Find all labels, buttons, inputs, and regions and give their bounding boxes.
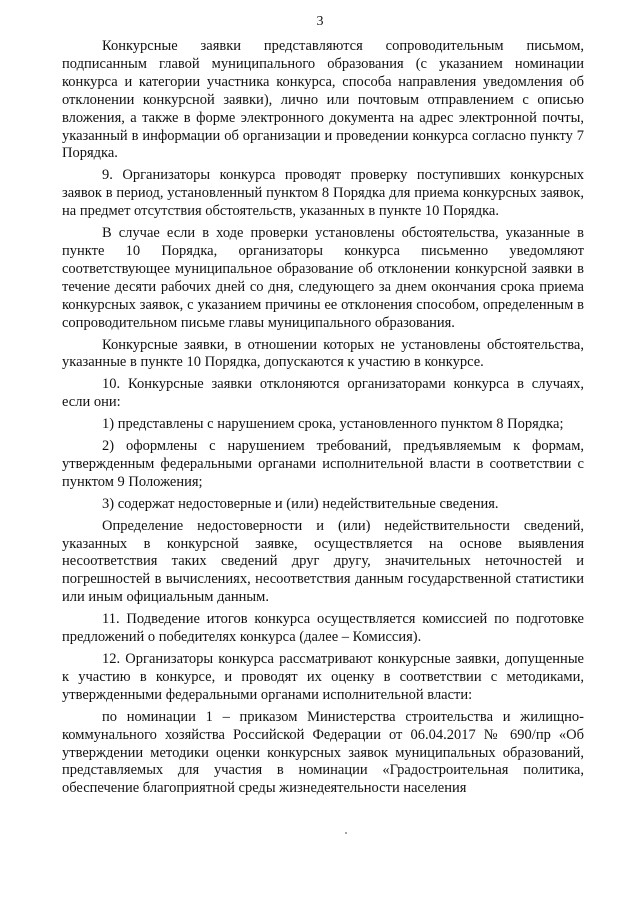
list-item-10-1: 1) представлены с нарушением срока, установленного пунктом 8 Порядка; <box>102 416 564 433</box>
page-number: 3 <box>316 14 324 29</box>
paragraph-item-11: 11. Подведение итогов конкурса осуществляется комиссией по подготовке предложений о победителях конкурса (далее – Комиссия). <box>62 611 584 646</box>
paragraph-item-10: 10. Конкурсные заявки отклоняются организаторами конкурса в случаях, если они: <box>62 376 584 411</box>
list-item-10-3: 3) содержат недостоверные и (или) недействительные сведения. <box>102 495 499 512</box>
paragraph-submission-method: Конкурсные заявки представляются сопроводительным письмом, подписанным главой муниципального образования (с указанием номинации конкурса и категории участника конкурса, способа направления уведомления об отклонении конкурсной заявки), лично или почтовым отправлением с описью вложения, а также в форме электронного документа на адрес электронной почты, указанный в информации об организации и проведении конкурса согласно пункту 7 Порядка. <box>62 38 584 162</box>
paragraph-item-9: 9. Организаторы конкурса проводят проверку поступивших конкурсных заявок в период, установленный пунктом 8 Порядка для приема конкурсных заявок, на предмет отсутствия обстоятельств, указанных в пункте 10 Порядка. <box>62 167 584 220</box>
paragraph-rejection-notice: В случае если в ходе проверки установлены обстоятельства, указанные в пункте 10 Порядка, организаторы конкурса письменно уведомляют соответствующее муниципальное образование об отклонении конкурсной заявки в течение десяти рабочих дней со дня, следующего за днем окончания срока приема конкурсных заявок, с указанием причины ее отклонения способом, определенным в сопроводительном письме главы муниципального образования. <box>62 225 584 331</box>
paragraph-item-12: 12. Организаторы конкурса рассматривают конкурсные заявки, допущенные к участию в конкурсе, и проводят их оценку в соответствии с методиками, утвержденными федеральными органами исполнительной власти: <box>62 651 584 703</box>
paragraph-admission: Конкурсные заявки, в отношении которых не установлены обстоятельства, указанные в пункте 10 Порядка, допускаются к участию в конкурсе. <box>62 336 584 371</box>
document-body <box>62 38 584 802</box>
paragraph-unreliability-definition: Определение недостоверности и (или) недействительности сведений, указанных в конкурсной заявке, осуществляется на основе выявления несоответствия таких сведений друг другу, значительных неточностей и погрешностей в вычислениях, несоответствия данным государственной статистики или иным официальным данным. <box>62 517 584 606</box>
scan-speck <box>345 832 347 834</box>
list-item-10-2: 2) оформлены с нарушением требований, предъявляемым к формам, утвержденным федеральными органами исполнительной власти в соответствии с пунктом 9 Положения; <box>62 438 584 490</box>
paragraph-nomination-1: по номинации 1 – приказом Министерства строительства и жилищно-коммунального хозяйства Российской Федерации от 06.04.2017 № 690/пр «Об утверждении методики оценки конкурсных заявок муниципальных образований, представляемых для участия в номинации «Градостроительная политика, обеспечение благоприятной среды жизнедеятельности населения <box>62 708 584 797</box>
